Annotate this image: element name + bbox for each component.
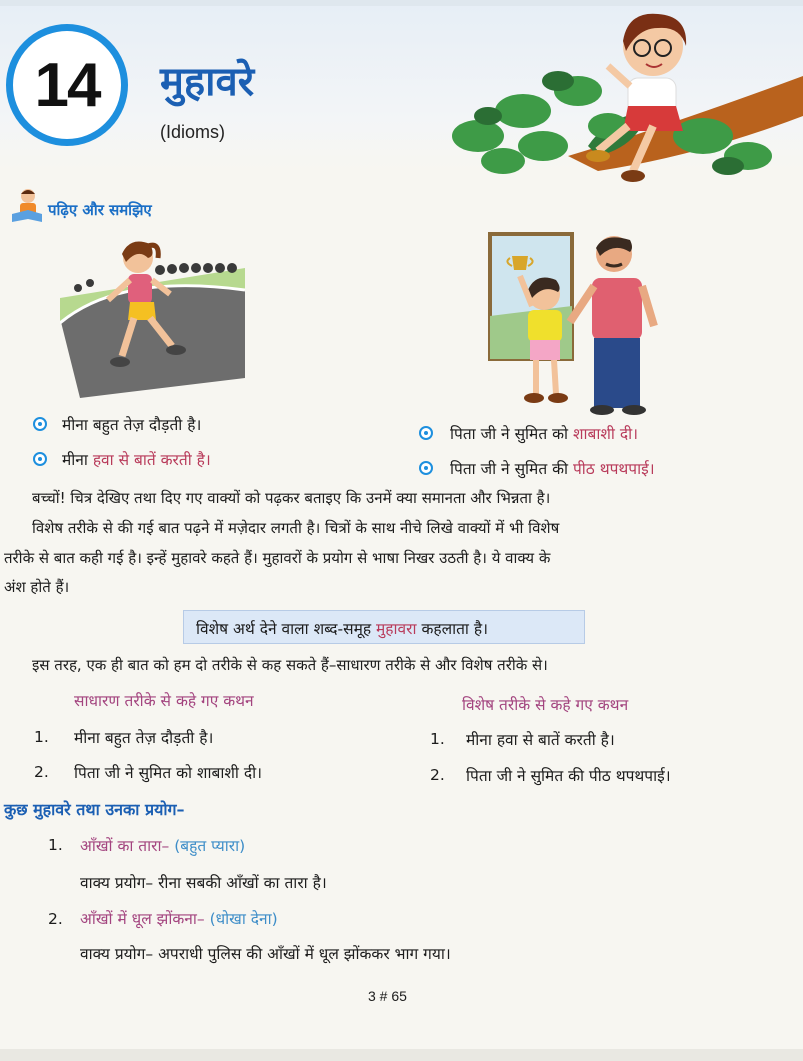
definition-prefix: विशेष अर्थ देने वाला शब्द-समूह [196, 620, 377, 638]
left-sentence-1 [62, 413, 201, 435]
idiom-2-phrase: आँखों में धूल झोंकना– [80, 910, 205, 928]
right-item-1-text: मीना हवा से बातें करती है। [466, 731, 615, 749]
intro-line: इस तरह, एक ही बात को हम दो तरीके से कह सकते हैं–साधारण तरीके से और विशेष तरीके से। [32, 656, 548, 674]
left-item-2-text: पिता जी ने सुमित को शाबाशी दी। [74, 764, 262, 782]
bullet-icon [33, 452, 47, 466]
left-item-2-number: 2. [34, 763, 49, 781]
right-item-1-number: 1. [430, 730, 445, 748]
idiom-2-usage-text: अपराधी पुलिस की आँखों में धूल झोंककर भाग गया। [158, 945, 451, 963]
right-sentence-2-prefix: पिता जी ने सुमित की [450, 460, 573, 478]
left-column-header: साधारण तरीके से कहे गए कथन [74, 692, 254, 710]
right-item-2-text: पिता जी ने सुमित की पीठ थपथपाई। [466, 767, 671, 785]
idiom-1 [80, 834, 245, 856]
left-sentence-2 [62, 448, 211, 470]
left-sentence-2-highlight: हवा से बातें करती है। [92, 451, 211, 469]
right-sentence-2 [450, 457, 655, 479]
definition-suffix: कहलाता है। [416, 620, 488, 638]
right-sentence-2-highlight: पीठ थपथपाई। [572, 460, 655, 478]
left-sentence-1-text: मीना बहुत तेज़ दौड़ती है। [62, 416, 202, 434]
page-bottom-edge [0, 1049, 803, 1061]
paragraph-2-line-2: तरीके से बात कही गई है। इन्हें मुहावरे कहते हैं। मुहावरों के प्रयोग से भाषा निखर उठती है। ये वाक्य के [4, 549, 551, 567]
chapter-title: मुहावरे [160, 59, 255, 105]
idiom-2-meaning: (धोखा देना) [209, 910, 278, 928]
chapter-subtitle: (Idioms) [160, 122, 226, 142]
paragraph-2-line-3: अंश होते हैं। [4, 578, 70, 596]
idiom-1-phrase: आँखों का तारा– [80, 837, 170, 855]
left-item-1-text: मीना बहुत तेज़ दौड़ती है। [74, 729, 214, 747]
idiom-2-number: 2. [48, 910, 63, 928]
girl-on-branch-illustration [448, 6, 803, 196]
reading-child-icon [8, 186, 46, 226]
idioms-heading: कुछ मुहावरे तथा उनका प्रयोग– [4, 800, 185, 819]
idiom-1-meaning: (बहुत प्यारा) [174, 837, 246, 855]
bullet-icon [419, 461, 433, 475]
chapter-number: 14 [34, 50, 100, 120]
idiom-2-usage-label: वाक्य प्रयोग– [80, 945, 154, 963]
idiom-1-usage-label: वाक्य प्रयोग– [80, 874, 154, 892]
section-label: पढ़िए और समझिए [48, 201, 152, 219]
right-sentence-1-highlight: शाबाशी दी। [572, 425, 638, 443]
right-column-header: विशेष तरीके से कहे गए कथन [462, 696, 629, 714]
paragraph-2-line-1: विशेष तरीके से की गई बात पढ़ने में मज़ेदार लगती है। चित्रों के साथ नीचे लिखे वाक्यों में भी विशेष [32, 519, 560, 537]
idiom-1-number: 1. [48, 836, 63, 854]
idiom-2-usage [80, 942, 451, 964]
running-girl-illustration [60, 228, 245, 398]
left-sentence-2-prefix: मीना [62, 451, 93, 469]
idiom-2 [80, 907, 278, 929]
paragraph-1: बच्चों! चित्र देखिए तथा दिए गए वाक्यों को पढ़कर बताइए कि उनमें क्या समानता और भिन्नता है। [32, 489, 551, 507]
idiom-1-usage-text: रीना सबकी आँखों का तारा है। [158, 874, 327, 892]
idiom-1-usage [80, 871, 327, 893]
right-sentence-1-prefix: पिता जी ने सुमित को [450, 425, 573, 443]
right-sentence-1 [450, 422, 638, 444]
father-son-trophy-illustration [484, 226, 664, 416]
definition-text [196, 617, 488, 639]
page-footer: 3 # 65 [368, 988, 407, 1004]
left-item-1-number: 1. [34, 728, 49, 746]
bullet-icon [419, 426, 433, 440]
chapter-number-badge [6, 24, 128, 146]
definition-highlight: मुहावरा [376, 620, 417, 638]
right-item-2-number: 2. [430, 766, 445, 784]
bullet-icon [33, 417, 47, 431]
